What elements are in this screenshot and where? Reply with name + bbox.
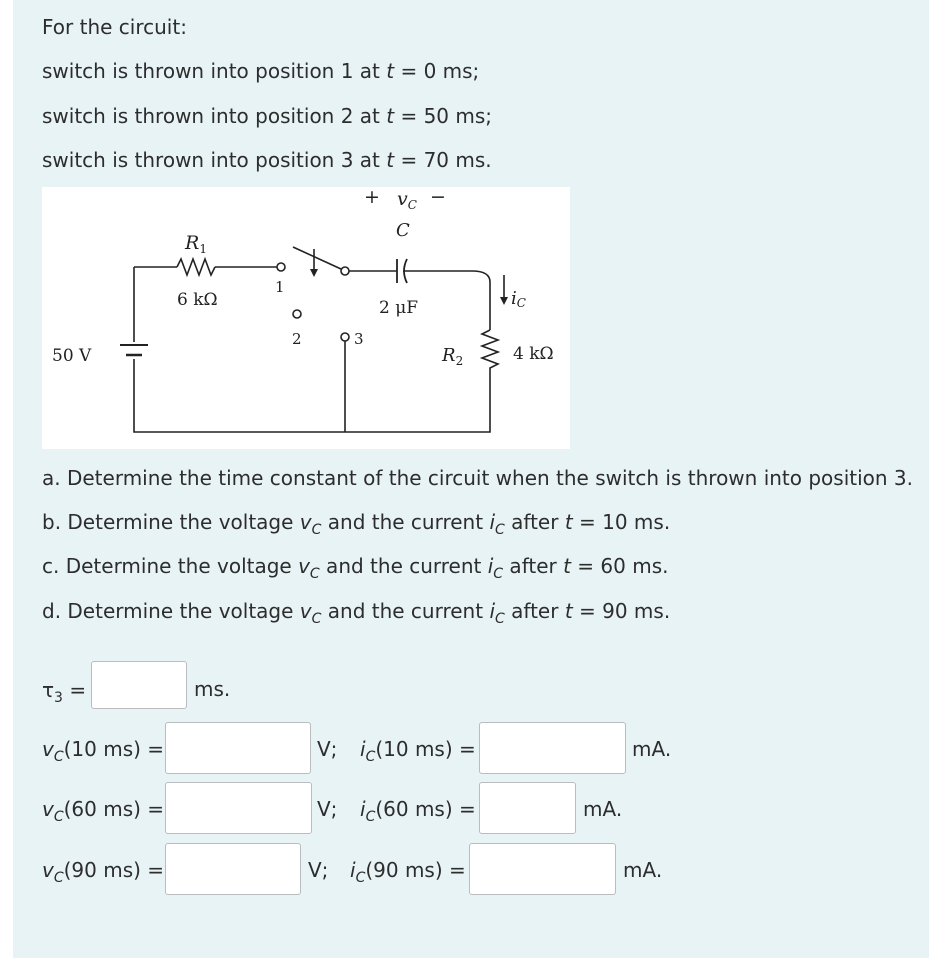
question-a: a. Determine the time constant of the circuit when the switch is thrown into position 3. — [42, 466, 914, 490]
question-c: c. Determine the voltage $v_C$ and the current $i_C$ after t = 60 ms. — [42, 554, 669, 582]
ic90-label: $i_C(90$ ms) = — [350, 858, 466, 886]
vc60-label: $v_C(60$ ms) = — [42, 797, 165, 825]
vc90-input[interactable] — [165, 843, 301, 895]
cap-value: 2 μF — [379, 298, 419, 318]
ic10-unit: mA. — [632, 737, 672, 761]
cap-voltage-label: $v_C$ — [397, 188, 417, 212]
switch-arrow-icon — [310, 269, 318, 277]
ic10-input[interactable] — [479, 722, 626, 774]
vc90-label: $v_C(90$ ms) = — [42, 858, 165, 886]
r1-resistor — [177, 259, 215, 275]
switch-position-1: 1 — [275, 278, 285, 296]
intro-heading: For the circuit: — [42, 15, 187, 39]
switch-position-2: 2 — [292, 330, 302, 348]
r1-name: $R_1$ — [185, 232, 207, 256]
source-label: 50 V — [52, 346, 92, 366]
switch-blade — [293, 247, 341, 269]
switch-position-3: 3 — [354, 330, 364, 348]
tau-input[interactable] — [91, 661, 187, 709]
ic60-label: $i_C(60$ ms) = — [360, 797, 476, 825]
intro-step-1: switch is thrown into position 1 at t = 0 ms; — [42, 59, 480, 83]
ic90-unit: mA. — [623, 858, 663, 882]
current-arrow-icon — [500, 297, 508, 305]
r2-value: 4 kΩ — [513, 344, 554, 364]
ic60-input[interactable] — [479, 782, 576, 834]
tau-label: $\tau_3$ = — [42, 678, 87, 706]
cap-polarity-plus: + — [364, 187, 380, 208]
question-b: b. Determine the voltage $v_C$ and the current $i_C$ after t = 10 ms. — [42, 510, 671, 538]
circuit-svg — [42, 187, 570, 449]
vc60-unit: V; — [317, 797, 338, 821]
intro-step-2: switch is thrown into position 2 at t = 50 ms; — [42, 104, 493, 128]
ic10-label: $i_C(10$ ms) = — [360, 737, 476, 765]
vc90-unit: V; — [308, 858, 329, 882]
ic60-unit: mA. — [583, 797, 623, 821]
vc60-input[interactable] — [165, 782, 312, 834]
question-d: d. Determine the voltage $v_C$ and the current $i_C$ after t = 90 ms. — [42, 599, 671, 627]
current-label: iC — [511, 288, 526, 310]
cap-polarity-minus: − — [430, 187, 446, 208]
r2-name: $R_2$ — [442, 345, 464, 368]
ic90-input[interactable] — [469, 843, 616, 895]
r2-resistor — [482, 330, 498, 373]
cap-name: C — [396, 220, 410, 241]
vc10-unit: V; — [317, 737, 338, 761]
tau-unit: ms. — [194, 677, 231, 701]
circuit-diagram — [42, 187, 570, 449]
vc10-label: $v_C(10$ ms) = — [42, 737, 165, 765]
vc10-input[interactable] — [165, 722, 311, 774]
intro-step-3: switch is thrown into position 3 at t = 70 ms. — [42, 148, 492, 172]
r1-value: 6 kΩ — [177, 290, 218, 310]
bottom-wire — [134, 359, 490, 432]
